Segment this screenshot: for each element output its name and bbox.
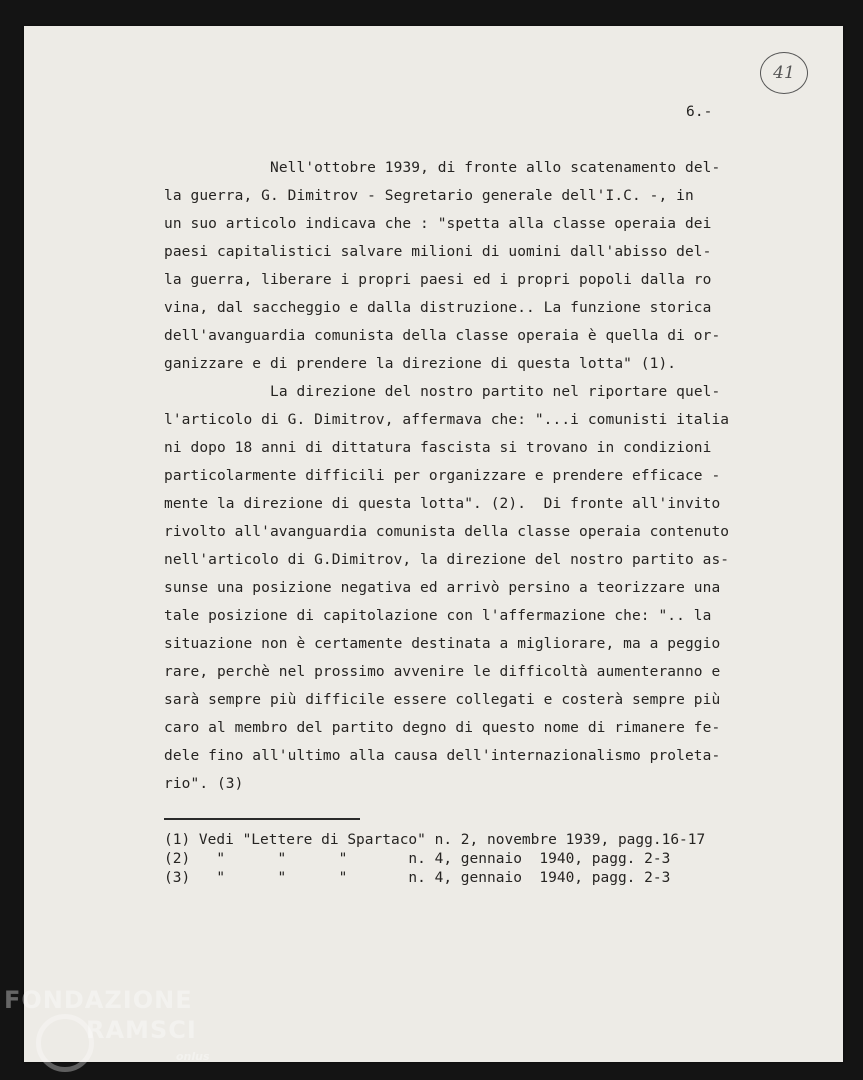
body-line: Nell'ottobre 1939, di fronte allo scatenamento del- — [270, 160, 721, 176]
body-line: vina, dal saccheggio e dalla distruzione.. La funzione storica — [164, 300, 712, 316]
archive-page-number: 41 — [760, 52, 808, 94]
body-line: rio". (3) — [164, 776, 244, 792]
footnote: (1) Vedi "Lettere di Spartaco" n. 2, novembre 1939, pagg.16-17 — [164, 832, 706, 848]
body-line: ni dopo 18 anni di dittatura fascista si trovano in condizioni — [164, 440, 712, 456]
watermark-line2: RAMSCI — [86, 1016, 197, 1044]
footnote: (2) " " " n. 4, gennaio 1940, pagg. 2-3 — [164, 851, 671, 867]
body-line: la guerra, liberare i propri paesi ed i propri popoli dalla ro — [164, 272, 712, 288]
body-line: dele fino all'ultimo alla causa dell'internazionalismo proleta- — [164, 748, 721, 764]
body-line: dell'avanguardia comunista della classe operaia è quella di or- — [164, 328, 721, 344]
body-line: la guerra, G. Dimitrov - Segretario generale dell'I.C. -, in — [164, 188, 694, 204]
footnote-divider — [164, 818, 360, 820]
page-number: 6.- — [686, 104, 713, 120]
watermark-line1: FONDAZIONE — [4, 986, 193, 1014]
body-line: rivolto all'avanguardia comunista della classe operaia contenuto — [164, 524, 730, 540]
body-line: rare, perchè nel prossimo avvenire le difficoltà aumenteranno e — [164, 664, 721, 680]
body-line: nell'articolo di G.Dimitrov, la direzione del nostro partito as- — [164, 552, 730, 568]
footnote: (3) " " " n. 4, gennaio 1940, pagg. 2-3 — [164, 870, 671, 886]
body-line: paesi capitalistici salvare milioni di uomini dall'abisso del- — [164, 244, 712, 260]
body-line: caro al membro del partito degno di questo nome di rimanere fe- — [164, 720, 721, 736]
body-line: mente la direzione di questa lotta". (2). Di fronte all'invito — [164, 496, 721, 512]
body-line: l'articolo di G. Dimitrov, affermava che: "...i comunisti italia — [164, 412, 730, 428]
body-line: particolarmente difficili per organizzare e prendere efficace - — [164, 468, 721, 484]
body-line: La direzione del nostro partito nel riportare quel- — [270, 384, 721, 400]
watermark-line3: onlus — [176, 1050, 210, 1063]
body-line: un suo articolo indicava che : "spetta alla classe operaia dei — [164, 216, 712, 232]
body-line: situazione non è certamente destinata a migliorare, ma a peggio — [164, 636, 721, 652]
body-line: ganizzare e di prendere la direzione di questa lotta" (1). — [164, 356, 677, 372]
body-line: sarà sempre più difficile essere collegati e costerà sempre più — [164, 692, 721, 708]
body-line: tale posizione di capitolazione con l'affermazione che: ".. la — [164, 608, 712, 624]
document-page — [24, 26, 843, 1062]
body-line: sunse una posizione negativa ed arrivò persino a teorizzare una — [164, 580, 721, 596]
